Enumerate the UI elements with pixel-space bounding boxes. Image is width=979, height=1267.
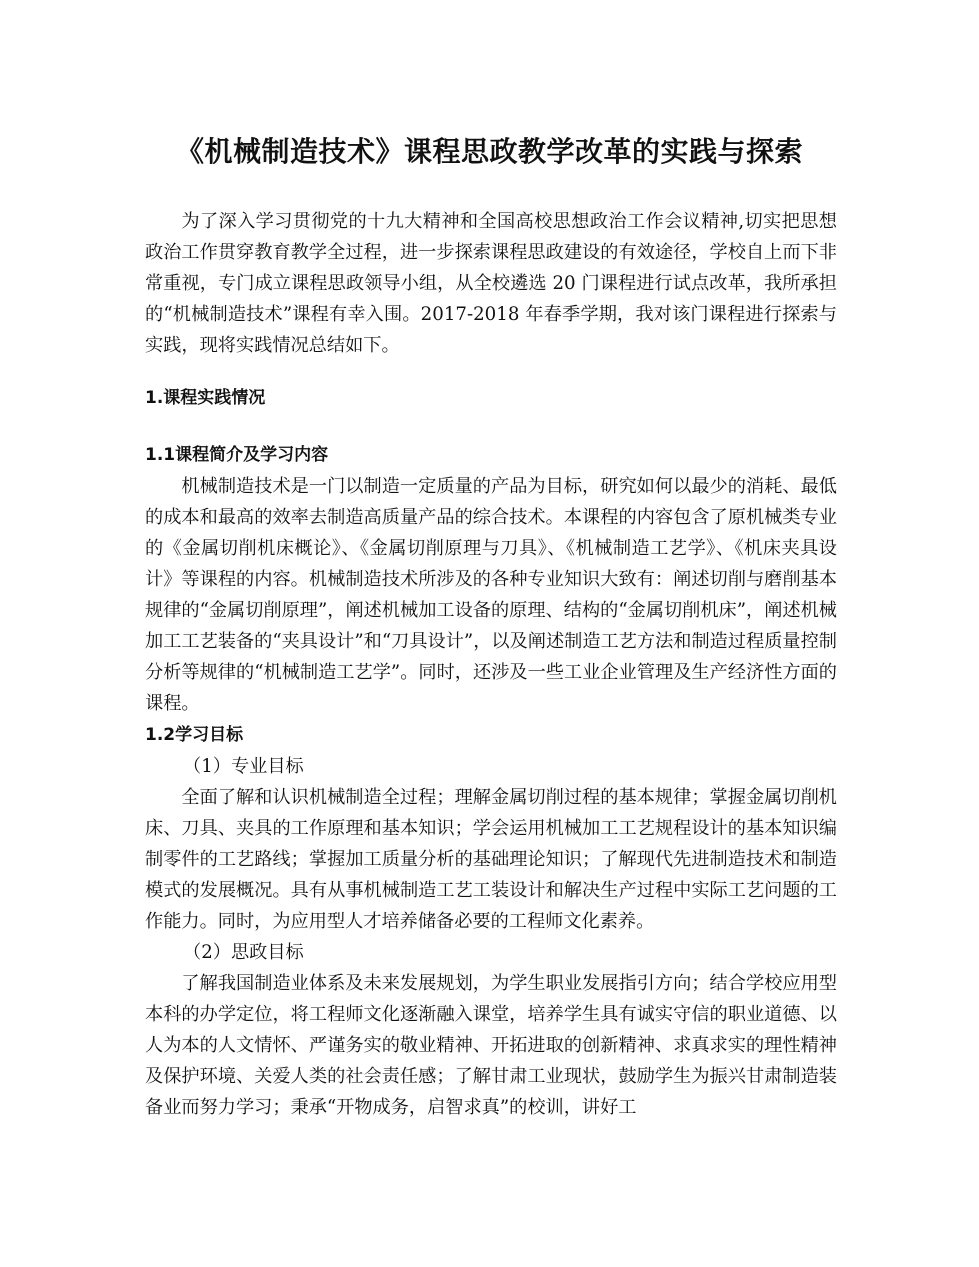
document-title: 《机械制造技术》课程思政教学改革的实践与探索: [175, 135, 803, 168]
goal-1-body: 全面了解和认识机械制造全过程；理解金属切削过程的基本规律；掌握金属切削机床、刀具、夹具的工作原理和基本知识；学会运用机械加工工艺规程设计的基本知识编制零件的工艺路线；掌握加工质量分析的基础理论知识；了解现代先进制造技术和制造模式的发展概况。具有从事机械制造工艺工装设计和解决生产过程中实际工艺问题的工作能力。同时，为应用型人才培养储备必要的工程师文化素养。: [145, 787, 837, 932]
section-1-heading: 1.课程实践情况: [145, 388, 266, 408]
section-1-1-heading: 1.1课程简介及学习内容: [145, 445, 329, 465]
intro-paragraph: 为了深入学习贯彻党的十九大精神和全国高校思想政治工作会议精神,切实把思想政治工作贯穿教育教学全过程，进一步探索课程思政建设的有效途径，学校自上而下非常重视，专门成立课程思政领导小组，从全校遴选 20 门课程进行试点改革，我所承担的“机械制造技术”课程有幸入围。2017-2018 年春季学期，我对该门课程进行探索与实践，现将实践情况总结如下。: [145, 211, 837, 356]
goal-1-label: （1）专业目标: [183, 756, 304, 777]
section-1-2-heading: 1.2学习目标: [145, 725, 244, 745]
goal-2-body: 了解我国制造业体系及未来发展规划，为学生职业发展指引方向；结合学校应用型本科的办学定位，将工程师文化逐渐融入课堂，培养学生具有诚实守信的职业道德、以人为本的人文情怀、严谨务实的敬业精神、开拓进取的创新精神、求真求实的理性精神及保护环境、关爱人类的社会责任感；了解甘肃工业现状，鼓励学生为振兴甘肃制造装备业而努力学习；秉承“开物成务，启智求真”的校训，讲好工: [145, 973, 837, 1118]
goal-2-label: （2）思政目标: [183, 942, 304, 963]
section-1-1-body: 机械制造技术是一门以制造一定质量的产品为目标，研究如何以最少的消耗、最低的成本和最高的效率去制造高质量产品的综合技术。本课程的内容包含了原机械类专业的《金属切削机床概论》、《金属切削原理与刀具》、《机械制造工艺学》、《机床夹具设计》等课程的内容。机械制造技术所涉及的各种专业知识大致有：阐述切削与磨削基本规律的“金属切削原理”，阐述机械加工设备的原理、结构的“金属切削机床”，阐述机械加工工艺装备的“夹具设计”和“刀具设计”，以及阐述制造工艺方法和制造过程质量控制分析等规律的“机械制造工艺学”。同时，还涉及一些工业企业管理及生产经济性方面的课程。: [145, 476, 837, 714]
